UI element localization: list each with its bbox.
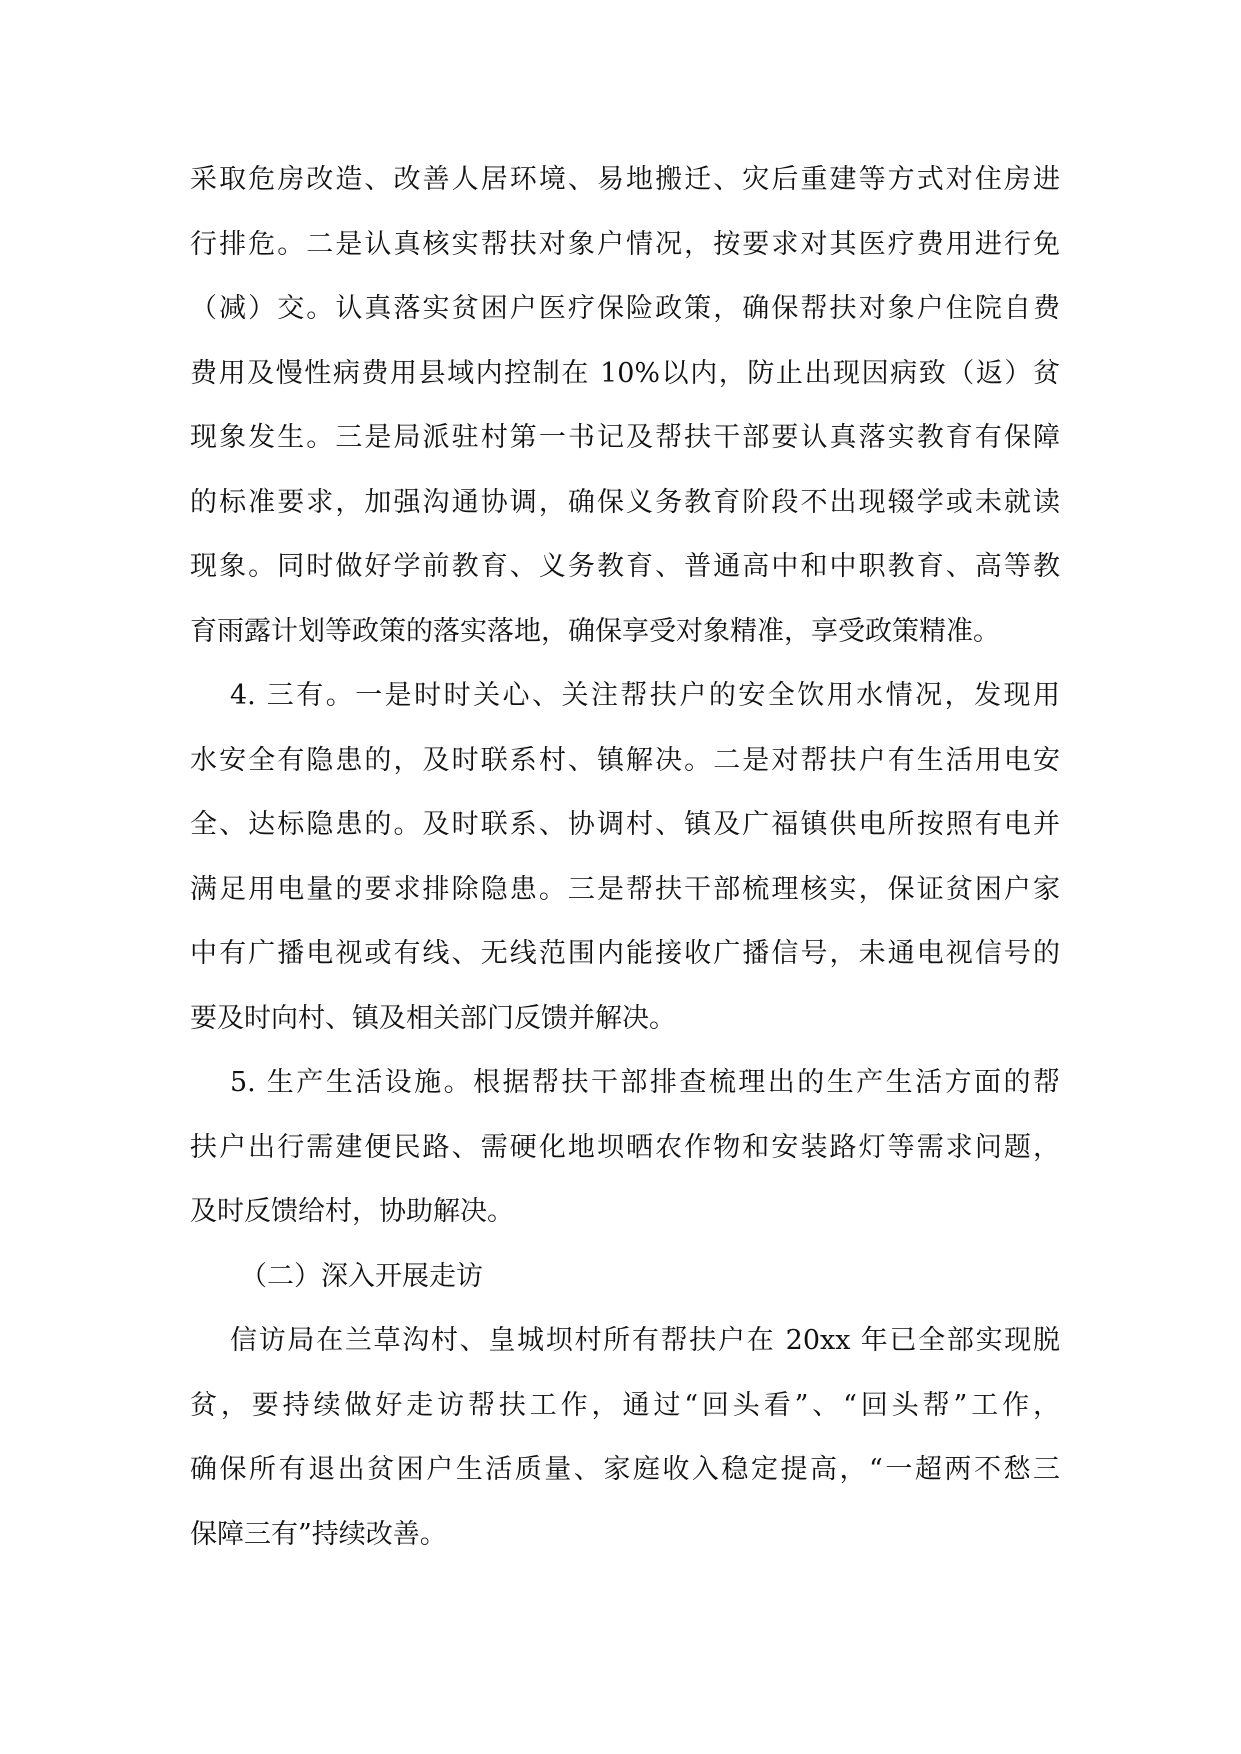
text-line: 行排危。二是认真核实帮扶对象户情况，按要求对其医疗费用进行免 (190, 228, 1060, 260)
text-line: 现象。同时做好学前教育、义务教育、普通高中和中职教育、高等教 (190, 551, 1060, 582)
text-line: 的标准要求，加强沟通协调，确保义务教育阶段不出现辍学或未就读 (190, 486, 1060, 518)
text-line: 育雨露计划等政策的落实落地，确保享受对象精准，享受政策精准。 (190, 615, 1000, 647)
document-body (190, 160, 1060, 1579)
text-line: 水安全有隐患的，及时联系村、镇解决。二是对帮扶户有生活用电安 (190, 744, 1060, 776)
text-line: 确保所有退出贫困户生活质量、家庭收入稳定提高，“一超两不愁三 (190, 1454, 1060, 1485)
text-line: 全、达标隐患的。及时联系、协调村、镇及广福镇供电所按照有电并 (190, 809, 1060, 840)
paragraph-start-line: 5. 生产生活设施。根据帮扶干部排查梳理出的生产生活方面的帮 (230, 1067, 1060, 1098)
text-line: （减）交。认真落实贫困户医疗保险政策，确保帮扶对象户住院自费 (190, 293, 1060, 324)
text-line: 贫，要持续做好走访帮扶工作，通过“回头看”、“回头帮”工作， (190, 1389, 1060, 1421)
text-line: 满足用电量的要求排除隐患。三是帮扶干部梳理核实，保证贫困户家 (190, 873, 1060, 905)
text-line: 扶户出行需建便民路、需硬化地坝晒农作物和安装路灯等需求问题， (190, 1131, 1060, 1163)
paragraph-start-line: 信访局在兰草沟村、皇城坝村所有帮扶户在 20xx 年已全部实现脱 (230, 1325, 1060, 1356)
section-heading: （二）深入开展走访 (240, 1260, 483, 1292)
text-line: 中有广播电视或有线、无线范围内能接收广播信号，未通电视信号的 (190, 938, 1060, 969)
text-line: 保障三有”持续改善。 (190, 1518, 447, 1550)
text-line: 要及时向村、镇及相关部门反馈并解决。 (190, 1002, 676, 1034)
text-line: 现象发生。三是局派驻村第一书记及帮扶干部要认真落实教育有保障 (190, 422, 1060, 453)
paragraph-start-line: 4. 三有。一是时时关心、关注帮扶户的安全饮用水情况，发现用 (230, 680, 1060, 711)
text-line: 采取危房改造、改善人居环境、易地搬迁、灾后重建等方式对住房进 (190, 164, 1060, 195)
text-line: 费用及慢性病费用县域内控制在 10%以内，防止出现因病致（返）贫 (190, 357, 1060, 389)
text-line: 及时反馈给村，协助解决。 (190, 1196, 514, 1227)
